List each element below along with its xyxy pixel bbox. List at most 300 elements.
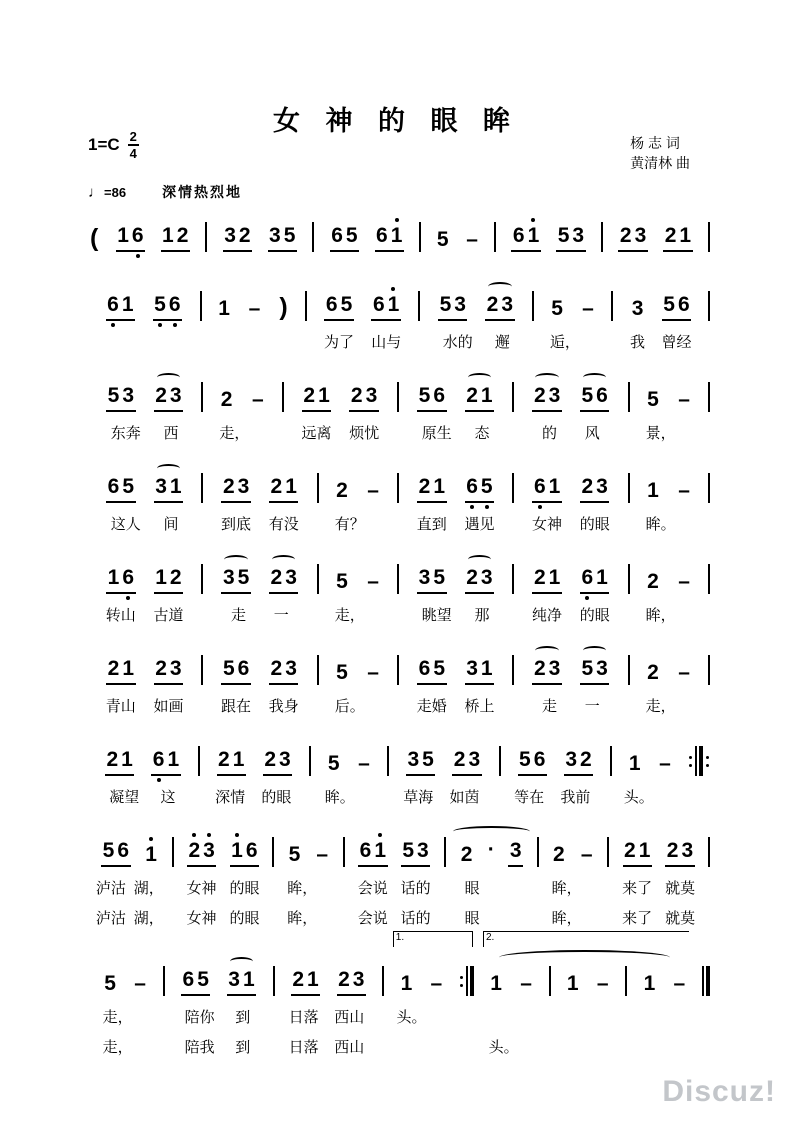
note-digit: 3	[501, 293, 513, 316]
slur-arc	[488, 282, 511, 291]
low-octave-dot	[585, 596, 589, 600]
note-group	[465, 384, 494, 412]
measure	[474, 972, 549, 996]
measure	[630, 388, 708, 412]
note-group	[154, 475, 183, 503]
note-group	[662, 293, 691, 321]
lyric-syllable: 走	[231, 607, 247, 624]
lyric-syllable: 走，	[334, 607, 365, 624]
measure	[603, 224, 708, 252]
note-group	[665, 839, 694, 867]
note-digit: 2	[155, 384, 167, 407]
lyric-measure	[498, 786, 607, 807]
notes-row	[88, 639, 710, 692]
meter-denominator: 4	[129, 146, 137, 161]
note-group	[532, 566, 561, 594]
note-digit: 2	[664, 224, 677, 247]
barline	[708, 473, 710, 503]
note-digit: 2	[270, 657, 283, 680]
dash-note: –	[248, 297, 261, 320]
note-digit: 6	[418, 657, 431, 680]
lyric-syllable: 曾经	[661, 334, 692, 351]
note-digit: 1	[548, 475, 561, 498]
lyric-syllable: 眸，	[287, 880, 318, 897]
lyric-measure	[345, 877, 444, 898]
note-group	[154, 384, 183, 412]
note-group	[532, 657, 561, 685]
note-group	[335, 479, 350, 503]
low-octave-dot	[538, 505, 542, 509]
lyric-syllable: 那	[474, 607, 490, 624]
note-digit: 5	[581, 384, 594, 407]
high-octave-dot	[531, 218, 535, 222]
note-digit: 2	[292, 968, 305, 991]
note-group	[623, 839, 652, 867]
lyric-measure	[420, 331, 532, 352]
lyric-measure	[319, 513, 397, 534]
note-digit: 2	[647, 570, 659, 593]
dash-note: –	[358, 752, 370, 775]
system-7	[88, 730, 710, 813]
song-title: 女 神 的 眼 眸	[272, 106, 519, 136]
slur-arc	[535, 373, 558, 382]
repeat-dots	[459, 976, 464, 987]
lyric-measure	[164, 1036, 271, 1057]
dash-note: –	[367, 570, 379, 593]
note-digit: 6	[151, 748, 166, 772]
lyric-syllable: 态	[474, 425, 490, 442]
measure	[551, 972, 626, 996]
note-digit: 2	[270, 475, 283, 498]
low-octave-dot	[136, 254, 140, 258]
note-digit: 1	[548, 566, 561, 589]
note-group	[181, 968, 210, 996]
lyric-syllable: 西山	[334, 1009, 365, 1026]
note-digit: 2	[647, 661, 659, 684]
lyric-syllable: 如茵	[449, 789, 480, 806]
lyric-measure	[174, 877, 273, 898]
note-digit: 3	[202, 839, 217, 863]
note-group	[269, 566, 298, 594]
note-digit: 5	[222, 657, 235, 680]
repeat-dots	[705, 756, 710, 767]
low-octave-dot	[157, 778, 161, 782]
note-group	[287, 843, 302, 867]
note-digit: 1	[230, 839, 245, 863]
lyric-syllable: 女神	[532, 516, 563, 533]
lyric-syllable: 来了	[622, 910, 653, 927]
note-digit: 2	[619, 224, 632, 247]
note-digit: 3	[681, 839, 694, 862]
lyric-measure	[88, 1006, 162, 1027]
note-digit: 6	[376, 224, 388, 247]
lyric-measure	[446, 907, 537, 928]
lyric-measure	[88, 695, 201, 716]
lyric-measure	[534, 331, 611, 352]
lyric-measure	[164, 1006, 271, 1027]
note-group	[230, 839, 259, 867]
lyric-measure	[203, 604, 316, 625]
measure	[399, 475, 512, 503]
lyric-measure	[88, 422, 201, 443]
lyric-syllable: 风	[584, 425, 600, 442]
lyric-syllable: 这	[160, 789, 176, 806]
slur-arc	[272, 555, 295, 564]
lyric-syllable: 山与	[371, 334, 402, 351]
lyric-syllable: 眺望	[421, 607, 452, 624]
note-digit: 2	[336, 479, 348, 502]
note-group	[151, 748, 180, 776]
note-digit: 6	[372, 293, 385, 316]
measure	[203, 566, 316, 594]
note-digit: 2	[533, 566, 546, 589]
lyric-syllable: 转山	[105, 607, 136, 624]
note-group	[556, 224, 585, 252]
note-digit: 1	[373, 839, 388, 863]
note-digit: 3	[468, 748, 481, 771]
measure	[514, 657, 627, 685]
slur-arc	[224, 555, 247, 564]
lyric-measure	[514, 695, 627, 716]
note-digit: 1	[480, 384, 493, 407]
measure	[630, 479, 708, 503]
note-group	[489, 972, 504, 996]
lyric-measure	[613, 331, 708, 352]
note-group	[646, 479, 661, 503]
note-digit: 2	[460, 843, 473, 866]
note-group	[435, 228, 450, 252]
note-digit: 5	[433, 566, 446, 589]
note-digit: 1	[318, 384, 330, 407]
measure	[539, 843, 607, 867]
lyric-measure	[609, 786, 684, 807]
lyric-syllable: 日落	[288, 1039, 319, 1056]
lyricist-credit: 杨 志 词	[630, 135, 680, 151]
lyric-syllable: 湖，	[133, 910, 164, 927]
dash-note: –	[580, 843, 593, 866]
lyric-syllable: 远离	[301, 425, 332, 442]
note-group	[227, 968, 256, 996]
note-group	[291, 968, 320, 996]
lyric-measure	[382, 1006, 456, 1027]
note-digit: 5	[647, 388, 659, 411]
measure	[307, 293, 419, 321]
lyric-syllable: 陪你	[184, 1009, 215, 1026]
measure	[420, 293, 532, 321]
watermark: Discuz!	[662, 1075, 776, 1108]
note-digit: 5	[557, 224, 570, 247]
lyric-measure	[514, 604, 627, 625]
note-digit: 2	[106, 748, 119, 771]
lyric-measure	[88, 1036, 162, 1057]
dash-note: –	[430, 972, 443, 995]
note-group	[646, 661, 661, 685]
note-digit: 5	[327, 752, 340, 775]
measure	[284, 384, 397, 412]
note-digit: 3	[572, 224, 585, 247]
note-digit: 5	[197, 968, 209, 991]
note-digit: 5	[340, 293, 353, 316]
dash-note: –	[678, 570, 690, 593]
lyric-measure	[88, 786, 197, 807]
lyric-syllable: 纯净	[532, 607, 563, 624]
lyric-measure	[387, 786, 496, 807]
note-digit: 2	[264, 748, 277, 771]
final-barline	[702, 966, 710, 996]
lyric-syllable: 的眼	[579, 607, 610, 624]
lyric-syllable: 眸。	[324, 789, 355, 806]
lyric-syllable: 眸。	[645, 516, 676, 533]
dash-note: –	[678, 388, 690, 411]
note-digit: 5	[402, 839, 415, 862]
note-digit: 1	[389, 224, 404, 248]
lyric-syllable: 桥上	[464, 698, 495, 715]
lyric-syllable: 走，	[219, 425, 250, 442]
note-digit: 1	[638, 839, 651, 862]
lyric-measure	[88, 604, 201, 625]
slur-arc	[468, 373, 491, 382]
lyric-measure	[88, 513, 201, 534]
note-group	[106, 475, 135, 503]
measure	[399, 384, 512, 412]
note-group	[550, 297, 565, 321]
lyric-syllable: 到	[235, 1009, 251, 1026]
barline	[708, 564, 710, 594]
dash-note: –	[466, 228, 478, 251]
measure	[200, 748, 310, 776]
measure	[88, 657, 201, 685]
measure	[88, 839, 172, 867]
note-digit: 3	[596, 475, 608, 498]
measure	[514, 475, 627, 503]
lyric-syllable: 一	[273, 607, 289, 624]
measure	[88, 748, 198, 776]
lyric-syllable: 日落	[288, 1009, 319, 1026]
note-group	[417, 566, 446, 594]
note-digit: 2	[533, 384, 546, 407]
note-group	[106, 657, 135, 685]
note-digit: 2	[107, 657, 120, 680]
lyric-syllable: 等在	[514, 789, 545, 806]
note-digit: 6	[182, 968, 195, 991]
note-digit: 6	[106, 293, 121, 317]
system-2	[88, 275, 710, 358]
measure	[319, 570, 397, 594]
note-group	[417, 384, 446, 412]
lyric-syllable: 我身	[268, 698, 299, 715]
note-digit: 3	[237, 475, 250, 498]
note-group	[642, 972, 657, 996]
note-digit: 2	[238, 224, 251, 247]
note-digit: 6	[359, 839, 372, 862]
measure	[389, 748, 499, 776]
note-digit: 3	[407, 748, 420, 771]
dash-note: –	[316, 843, 329, 866]
note-digit: 3	[222, 566, 235, 589]
note-digit: 2	[466, 566, 478, 589]
note-group	[326, 752, 341, 776]
note-group	[417, 657, 446, 685]
note-digit: 2	[338, 968, 350, 991]
lyric-measure	[88, 907, 172, 928]
notes-row	[88, 730, 710, 783]
measure	[384, 972, 459, 996]
lyric-syllable: 有没	[268, 516, 299, 533]
note-group	[335, 570, 350, 594]
lyric-measure	[319, 604, 397, 625]
note-digit: 5	[422, 748, 434, 771]
note-digit: 3	[454, 293, 466, 316]
note-digit: 1	[386, 293, 401, 317]
lyric-measure	[203, 695, 316, 716]
lyric-syllable: 话的	[400, 880, 431, 897]
note-digit: 1	[490, 972, 502, 995]
note-group	[268, 224, 297, 252]
ending-1-bracket	[393, 931, 473, 947]
system-1	[88, 206, 710, 259]
note-group	[518, 748, 547, 776]
lyric-syllable: 一	[584, 698, 600, 715]
note-group	[371, 293, 400, 321]
note-digit: 5	[663, 293, 675, 316]
lyric-syllable: 烦忧	[349, 425, 380, 442]
lyric-measure	[273, 1006, 380, 1027]
measure	[275, 968, 383, 996]
note-digit: 1	[596, 566, 608, 589]
lyric-measure	[88, 877, 172, 898]
slur-arc	[468, 555, 491, 564]
note-digit: 1	[400, 972, 413, 995]
systems	[88, 206, 710, 1071]
note-digit: 1	[167, 748, 180, 771]
lyric-measure	[203, 422, 281, 443]
note-digit: 1	[526, 224, 541, 248]
lyric-row	[88, 1006, 710, 1033]
lyric-syllable: 就莫	[665, 910, 696, 927]
note-group	[106, 384, 135, 412]
note-digit: 1	[433, 475, 446, 498]
note-digit: 2	[169, 566, 182, 589]
key-signature	[88, 130, 139, 160]
note-digit: 6	[677, 293, 690, 316]
note-digit: 3	[122, 384, 135, 407]
note-digit: 3	[548, 384, 561, 407]
lyric-syllable: 逅，	[549, 334, 580, 351]
note-digit: 3	[279, 748, 291, 771]
note-group	[263, 748, 292, 776]
note-digit: 6	[465, 475, 480, 499]
measure	[88, 566, 201, 594]
lyric-syllable: 眸，	[645, 607, 676, 624]
lyric-syllable: 眸，	[551, 880, 582, 897]
repeat-dots	[688, 756, 693, 767]
lyric-syllable: 邂	[494, 334, 510, 351]
system-6	[88, 639, 710, 722]
note-digit: 5	[122, 475, 135, 498]
high-octave-dot	[149, 837, 153, 841]
measure	[496, 224, 601, 252]
lyric-syllable: 走，	[102, 1039, 133, 1056]
lyric-syllable: 头。	[623, 789, 654, 806]
note-digit: 3	[596, 657, 608, 680]
lyric-measure	[399, 604, 512, 625]
measure	[88, 972, 163, 996]
measure	[88, 384, 201, 412]
note-digit: 6	[237, 657, 250, 680]
lyric-syllable: 古道	[153, 607, 184, 624]
measure	[203, 657, 316, 685]
lyric-row	[88, 695, 710, 722]
high-octave-dot	[391, 287, 395, 291]
note-group	[302, 384, 331, 412]
lyric-syllable: 的	[542, 425, 558, 442]
measure	[202, 293, 305, 321]
note-digit: 5	[288, 843, 301, 866]
note-digit: 3	[418, 566, 431, 589]
note-digit: 1	[679, 224, 692, 247]
dash-note: –	[596, 972, 609, 995]
dash-note: –	[367, 479, 379, 502]
dash-note: –	[367, 661, 379, 684]
note-digit: 3	[169, 657, 182, 680]
dash-note: –	[582, 297, 594, 320]
note-group	[330, 224, 359, 252]
note-group	[217, 748, 246, 776]
note-group	[154, 657, 183, 685]
lyric-syllable: 到	[235, 1039, 251, 1056]
lyric-measure	[307, 331, 419, 352]
lyric-syllable: 景，	[645, 425, 676, 442]
dash-note: –	[520, 972, 532, 995]
lyric-measure	[539, 877, 607, 898]
lyric-syllable: 的眼	[229, 880, 260, 897]
measure	[612, 752, 688, 776]
lyric-syllable: 间	[163, 516, 179, 533]
note-digit: 3	[169, 384, 182, 407]
lyric-syllable: 深情	[215, 789, 246, 806]
note-digit: 1	[117, 224, 129, 247]
low-octave-dot	[485, 505, 489, 509]
dash-note: –	[134, 972, 146, 995]
measure	[207, 224, 312, 252]
note-group	[618, 224, 647, 252]
high-octave-dot	[192, 833, 196, 837]
note-group	[105, 748, 134, 776]
low-octave-dot	[158, 323, 162, 327]
note-digit: 6	[325, 293, 338, 316]
lyric-syllable: 这人	[110, 516, 141, 533]
note-digit: 2	[303, 384, 316, 407]
measure	[314, 224, 419, 252]
tempo-line	[88, 182, 242, 202]
intro-close-paren: )	[279, 293, 288, 321]
tempo-value: =86	[104, 184, 127, 200]
note-group	[349, 384, 378, 412]
note-group	[103, 972, 118, 996]
note-digit: 6	[532, 475, 547, 499]
system-8	[88, 821, 710, 934]
repeat-barline	[459, 966, 474, 996]
lyric-syllable: 草海	[403, 789, 434, 806]
augmentation-dot: ·	[487, 838, 495, 861]
note-digit: 6	[117, 839, 130, 862]
note-digit: 3	[631, 297, 644, 320]
note-digit: 2	[220, 388, 233, 411]
note-group	[153, 293, 182, 321]
composer-credit: 黄清林 曲	[630, 155, 690, 171]
lyric-syllable: 水的	[442, 334, 473, 351]
note-digit: 6	[107, 475, 120, 498]
